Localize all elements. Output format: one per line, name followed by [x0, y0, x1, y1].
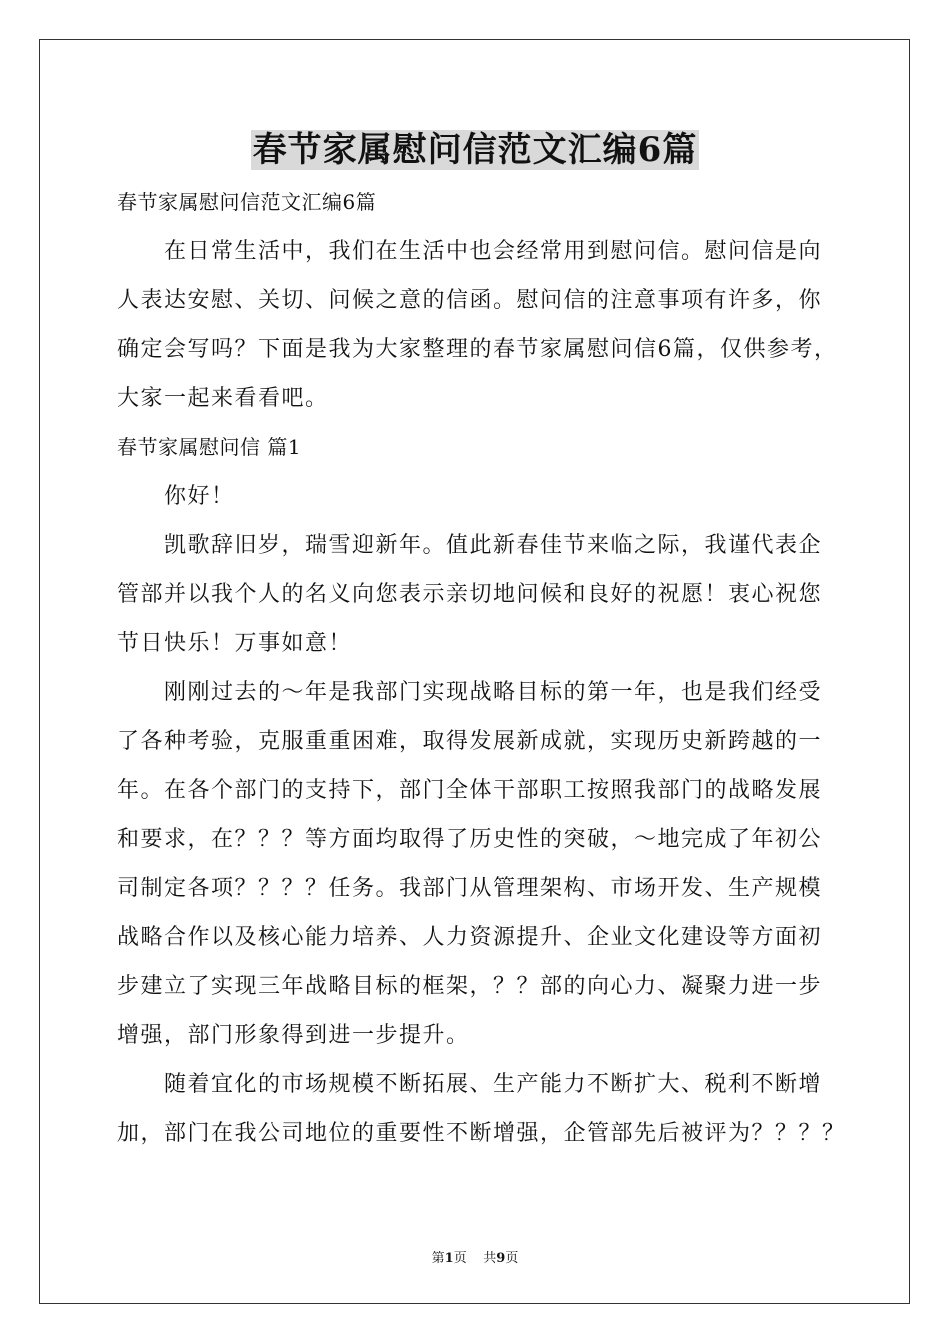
text-line: 司制定各项？？？？任务。我部门从管理架构、市场开发、生产规模 — [117, 876, 823, 901]
document-title-text: 春节家属慰问信范文汇编6篇 — [252, 130, 698, 170]
footer-page-prefix: 第 — [431, 1251, 445, 1266]
text-line: 刚刚过去的～年是我部门实现战略目标的第一年，也是我们经受 — [164, 680, 823, 705]
text-line: 加，部门在我公司地位的重要性不断增强，企管部先后被评为？？？？ — [117, 1121, 846, 1146]
footer-page-number: 1 — [444, 1251, 454, 1266]
text-line: 步建立了实现三年战略目标的框架，？？部的向心力、凝聚力进一步 — [117, 974, 823, 999]
text-line: 随着宜化的市场规模不断拓展、生产能力不断扩大、税利不断增 — [164, 1072, 823, 1097]
text-line: 管部并以我个人的名义向您表示亲切地问候和良好的祝愿！衷心祝您 — [117, 582, 823, 607]
footer-page-suffix: 页 — [453, 1251, 467, 1266]
text-line: 了各种考验，克服重重困难，取得发展新成就，实现历史新跨越的一 — [117, 729, 823, 754]
text-line: 凯歌辞旧岁，瑞雪迎新年。值此新春佳节来临之际，我谨代表企 — [164, 533, 823, 558]
text-line: 节日快乐！万事如意！ — [117, 631, 353, 656]
footer-total-suffix: 页 — [505, 1251, 519, 1266]
footer-total-pages: 9 — [496, 1251, 506, 1266]
text-line: 确定会写吗？下面是我为大家整理的春节家属慰问信6篇，仅供参考， — [117, 337, 838, 362]
section-heading: 春节家属慰问信范文汇编6篇 — [117, 190, 377, 214]
text-line: 人表达安慰、关切、问候之意的信函。慰问信的注意事项有许多，你 — [117, 288, 823, 313]
section-heading: 春节家属慰问信 篇1 — [117, 435, 302, 459]
text-line: 和要求，在？？？等方面均取得了历史性的突破，～地完成了年初公 — [117, 827, 823, 852]
document-title — [0, 128, 950, 172]
text-line: 年。在各个部门的支持下，部门全体干部职工按照我部门的战略发展 — [117, 778, 823, 803]
text-line: 战略合作以及核心能力培养、人力资源提升、企业文化建设等方面初 — [117, 925, 823, 950]
text-line: 你好！ — [164, 484, 235, 509]
text-line: 增强，部门形象得到进一步提升。 — [117, 1023, 470, 1048]
footer-total-prefix: 共 — [483, 1251, 497, 1266]
document-body — [117, 178, 846, 1158]
text-line: 大家一起来看看吧。 — [117, 386, 329, 411]
page-footer — [0, 1247, 950, 1266]
text-line: 在日常生活中，我们在生活中也会经常用到慰问信。慰问信是向 — [164, 239, 823, 264]
